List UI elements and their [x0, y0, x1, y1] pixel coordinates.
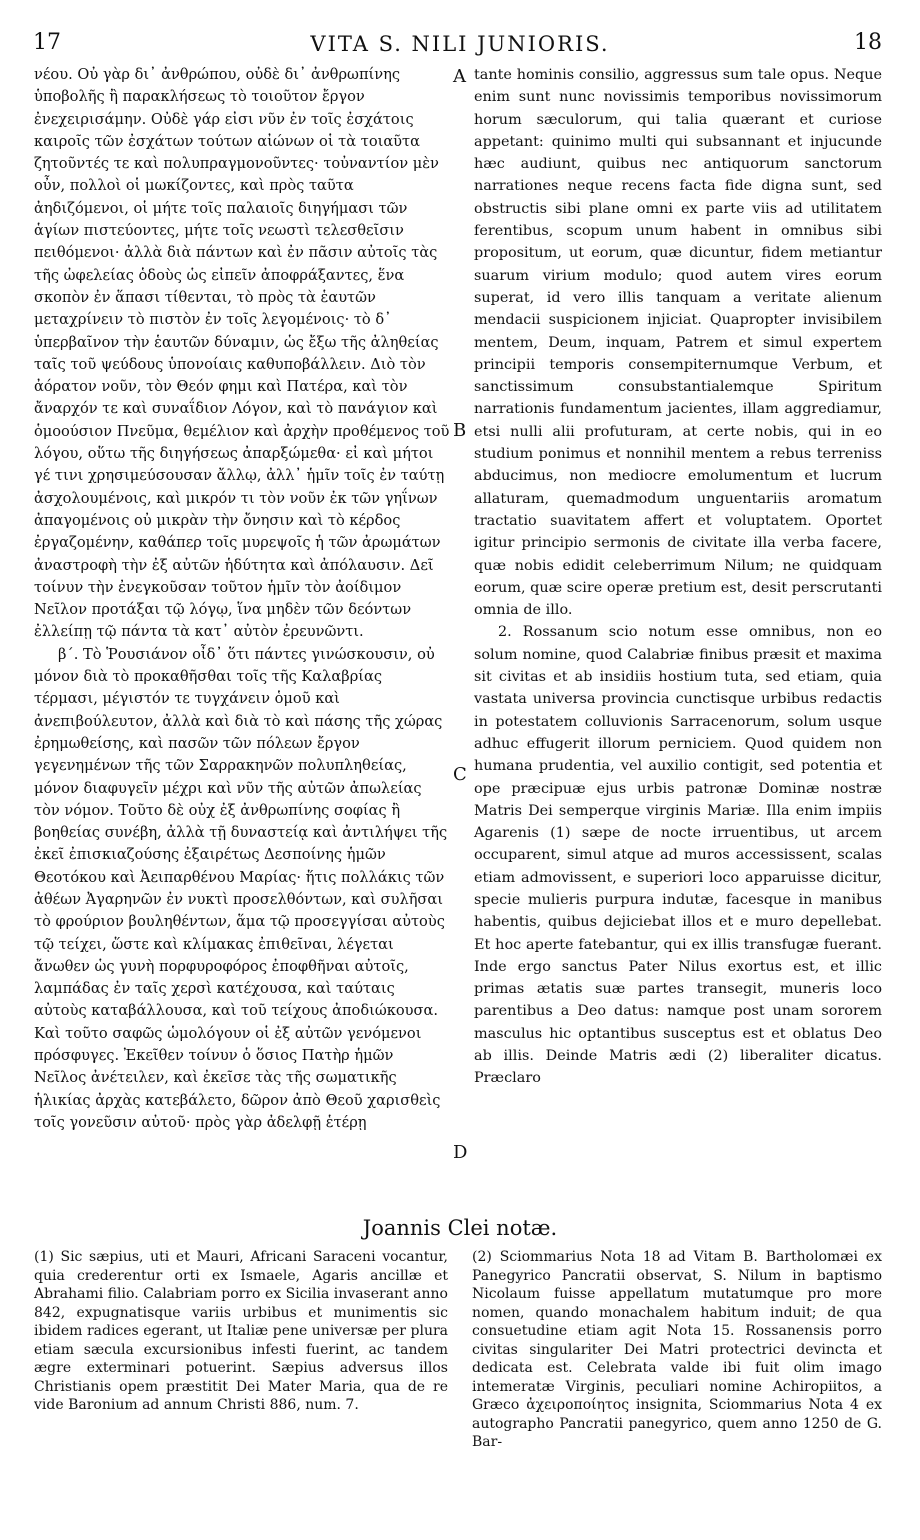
footnote-2: (2) Sciommarius Nota 18 ad Vitam B. Bartholomæi ex Panegyrico Pancratii observat, S. Nilum in baptismo Nicolaum fuisse appellatum mutatumque pro more nomen, quando monachalem habitum induit; de qua consuetudine etiam agit Nota 15. Rossanensis porro civitas singulariter Dei Matri protectrici devincta et dedicata est. Celebrata valde ibi fuit olim imago intemeratæ Virginis, peculiari nomine Achiropiitos, a Græco ἀχειροποίητος insignita, Sciommarius Nota 4 ex autographo Pancratii panegyrico, quem anno 1250 de G. Bar-: [472, 1249, 882, 1450]
running-header: [0, 30, 920, 60]
margin-letter-b: B: [453, 420, 467, 441]
page-number-left: 17: [33, 30, 61, 55]
latin-paragraph-2: 2. Rossanum scio notum esse omnibus, non eo solum nomine, quod Calabriæ finibus præsit et maxima sit civitas et ab insidiis hostium tuta, sed etiam, quia vastata universa provincia cunctisque urbibus redactis in potestatem colluvionis Sarracenorum, solum usque adhuc effugerit illorum perniciem. Quod quidem non humana prudentia, vel auxilio contigit, sed potentia et ope præcipuæ ejus urbis patronæ Dominæ nostræ Matris Dei semperque virginis Mariæ. Illa enim impiis Agarenis (1) sæpe de nocte irruentibus, ut arcem occuparent, simul atque ad muros accessissent, scalas etiam admovissent, e superiori loco apparuisse dicitur, specie mulieris purpura indutæ, facesque in manibus habentis, quibus dejiciebat illos et e muro depellebat. Et hoc aperte fatebantur, qui ex illis transfugæ fuerant. Inde ergo sanctus Pater Nilus exortus est, et illic primas ætatis suæ partes transegit, muneris loco parentibus a Deo datus: namque post unam sororem masculus hic optantibus susceptus est et oblatus Deo ab illis. Deinde Matris ædi (2) liberaliter dicatus. Præclaro: [474, 624, 882, 1087]
greek-paragraph-1: νέου. Οὐ γὰρ δι᾿ ἀνθρώπου, οὐδὲ δι᾿ ἀνθρωπίνης ὑποβολῆς ἢ παρακλήσεως τὸ τοιοῦτον ἔργον ἐνεχειρισάμην. Οὐδὲ γάρ εἰσι νῦν ἐν τοῖς ἐσχάτοις καιροῖς τῶν ἐσχάτων τούτων αἰώνων οἱ τὰ τοιαῦτα ζητοῦντές τε καὶ πολυπραγμονοῦντες· τοὐναντίον μὲν οὖν, πολλοὶ οἱ μωκίζοντες, καὶ πρὸς ταῦτα ἀηδιζόμενοι, οἱ μήτε τοῖς παλαιοῖς διηγήμασι τῶν ἁγίων πιστεύοντες, μήτε τοῖς νεωστὶ τελεσθεῖσιν πειθόμενοι· ἀλλὰ διὰ πάντων καὶ ἐν πᾶσιν αὐτοῖς τὰς τῆς ὠφελείας ὁδοὺς ὡς εἰπεῖν ἀποφράξαντες, ἕνα σκοπὸν ἐν ἅπασι τίθενται, τὸ πρὸς τὰ ἑαυτῶν μεταχρίνειν τὸ πιστὸν ἐν τοῖς λεγομένοις· τὸ δ᾿ ὑπερβαῖνον τὴν ἑαυτῶν δύναμιν, ὡς ἔξω τῆς ἀληθείας ταῖς τοῦ ψεύδους ὑπονοίαις καθυποβάλλειν. Διὸ τὸν ἀόρατον νοῦν, τὸν Θεόν φημι καὶ Πατέρα, καὶ τὸν ἄναρχόν τε καὶ συναΐδιον Λόγον, καὶ τὸ πανάγιον καὶ ὁμοούσιον Πνεῦμα, θεμέλιον καὶ ἀρχὴν προθέμενος τοῦ λόγου, οὕτω τῆς διηγήσεως ἀπαρξώμεθα· εἰ καὶ μήτοι γέ τινι χρησιμεύσουσαν ἄλλῳ, ἀλλ᾿ ἡμῖν τοῖς ἐν ταύτῃ ἀσχολουμένοις, καὶ μικρόν τι τὸν νοῦν ἐκ τῶν γηΐνων ἀπαγομένοις οὐ μικρὰν τὴν ὄνησιν καὶ τὸ κέρδος ἐργαζομένην, καθάπερ τοῖς μυρεψοῖς ἡ τῶν ἀρωμάτων ἀναστροφὴ τὴν ἐξ αὐτῶν ἡδύτητα καὶ ἀπόλαυσιν. Δεῖ τοίνυν τὴν ἐνεγκοῦσαν τοῦτον ἡμῖν τὸν ἀοίδιμον Νεῖλον προτάξαι τῷ λόγῳ, ἵνα μηδὲν τῶν δεόντων ἐλλείπῃ τῷ πάντα τὰ κατ᾿ αὐτὸν ἐρευνῶντι.: [34, 66, 450, 641]
margin-letter-c: C: [453, 764, 467, 785]
greek-text-column: [34, 64, 450, 1134]
footnote-1: (1) Sic sæpius, uti et Mauri, Africani Saraceni vocantur, quia crederentur orti ex Ismaele, Agaris ancillæ et Abrahami filio. Calabriam porro ex Sicilia invaserant anno 842, expugnatisque variis urbibus et munimentis sic ibidem radices egerant, ut Italiæ pene universæ per plura etiam sæcula excursionibus infesti fuerint, ac tandem ægre exterminari potuerint. Sæpius adversus illos Christianis opem præstitit Dei Mater Maria, qua de re vide Baronium ad annum Christi 886, num. 7.: [34, 1249, 448, 1413]
latin-paragraph-1: tante hominis consilio, aggressus sum tale opus. Neque enim sunt nunc novissimis temporibus novissimorum horum sæculorum, qui talia quærant et curiose appetant: quinimo multi qui subsannant et injucunde hæc audiunt, quibus nec antiquorum sanctorum narrationes neque recens facta fide digna sunt, sed obstructis sibi plane omni ex parte viis ad utilitatem ferentibus, scopum unum habent in omnibus sibi propositum, ut eorum, quæ dicuntur, fidem metiantur suarum virium modulo; quod autem vires eorum superat, id vero illis tanquam a veritate alienum mendacii suspicionem injiciat. Quapropter invisibilem mentem, Deum, inquam, Patrem et simul expertem principii temporis consempiternumque Verbum, et sanctissimum consubstantialemque Spiritum narrationis fundamentum jacientes, illam aggrediamur, etsi nulli alii profuturam, at certe nobis, qui in eo studium ponimus et nonnihil mentem a rebus terreniss abducimus, non mediocre emolumentum et lucrum allaturam, quemadmodum unguentariis aromatum tractatio suavitatem affert et voluptatem. Oportet igitur principio sermonis de civitate illa verba facere, quæ nobis edidit celeberrimum Nilum; ne quidquam eorum, quæ scire operæ pretium est, desit perscrutanti omnia de illo.: [474, 67, 882, 619]
margin-letter-a: A: [453, 66, 466, 87]
greek-paragraph-2: β΄. Τὸ Ῥουσιάνον οἶδ᾿ ὅτι πάντες γινώσκουσιν, οὐ μόνον διὰ τὸ προκαθῆσθαι τοῖς τῆς Καλαβρίας τέρμασι, μέγιστόν τε τυγχάνειν ὁμοῦ καὶ ἀνεπιβούλευτον, ἀλλὰ καὶ διὰ τὸ καὶ πάσης τῆς χώρας ἐρημωθείσης, καὶ πασῶν τῶν πόλεων ἔργον γεγενημένων τῆς τῶν Σαρρακηνῶν πολυπληθείας, μόνον διαφυγεῖν μέχρι καὶ νῦν τῆς αὐτῶν ἀπωλείας τὸν νόμον. Τοῦτο δὲ οὐχ ἐξ ἀνθρωπίνης σοφίας ἢ βοηθείας συνέβη, ἀλλὰ τῇ δυναστείᾳ καὶ ἀντιλήψει τῆς ἐκεῖ ἐπισκιαζούσης ἐξαιρέτως Δεσποίνης ἡμῶν Θεοτόκου καὶ Ἀειπαρθένου Μαρίας· ἥτις πολλάκις τῶν ἀθέων Ἀγαρηνῶν ἐν νυκτὶ προσελθόντων, καὶ συλῆσαι τὸ φρούριον βουληθέντων, ἅμα τῷ προσεγγίσαι αὐτοὺς τῷ τείχει, ὥστε καὶ κλίμακας ἐπιθεῖναι, λέγεται ἄνωθεν ὡς γυνὴ πορφυροφόρος ἐποφθῆναι αὐτοῖς, λαμπάδας ἐν ταῖς χερσὶ κατέχουσα, καὶ ταύταις αὐτοὺς καταβάλλουσα, καὶ τοῦ τείχους ἀποδιώκουσα. Καὶ τοῦτο σαφῶς ὡμολόγουν οἱ ἐξ αὐτῶν γενόμενοι πρόσφυγες. Ἐκεῖθεν τοίνυν ὁ ὅσιος Πατὴρ ἡμῶν Νεῖλος ἀνέτειλεν, καὶ ἐκεῖσε τὰς τῆς σωματικῆς ἡλικίας ἀρχὰς κατεβάλετο, δῶρον ἀπὸ Θεοῦ χαρισθεὶς τοῖς γονεῦσιν αὐτοῦ· πρὸς γὰρ ἀδελφῇ ἑτέρῃ: [34, 645, 448, 1131]
latin-text-column: [474, 64, 882, 1090]
notes-title: Joannis Clei notæ.: [362, 1216, 558, 1240]
running-title: VITA S. NILI JUNIORIS.: [310, 32, 610, 56]
page-number-right: 18: [854, 30, 882, 55]
margin-letter-d: D: [453, 1142, 468, 1163]
